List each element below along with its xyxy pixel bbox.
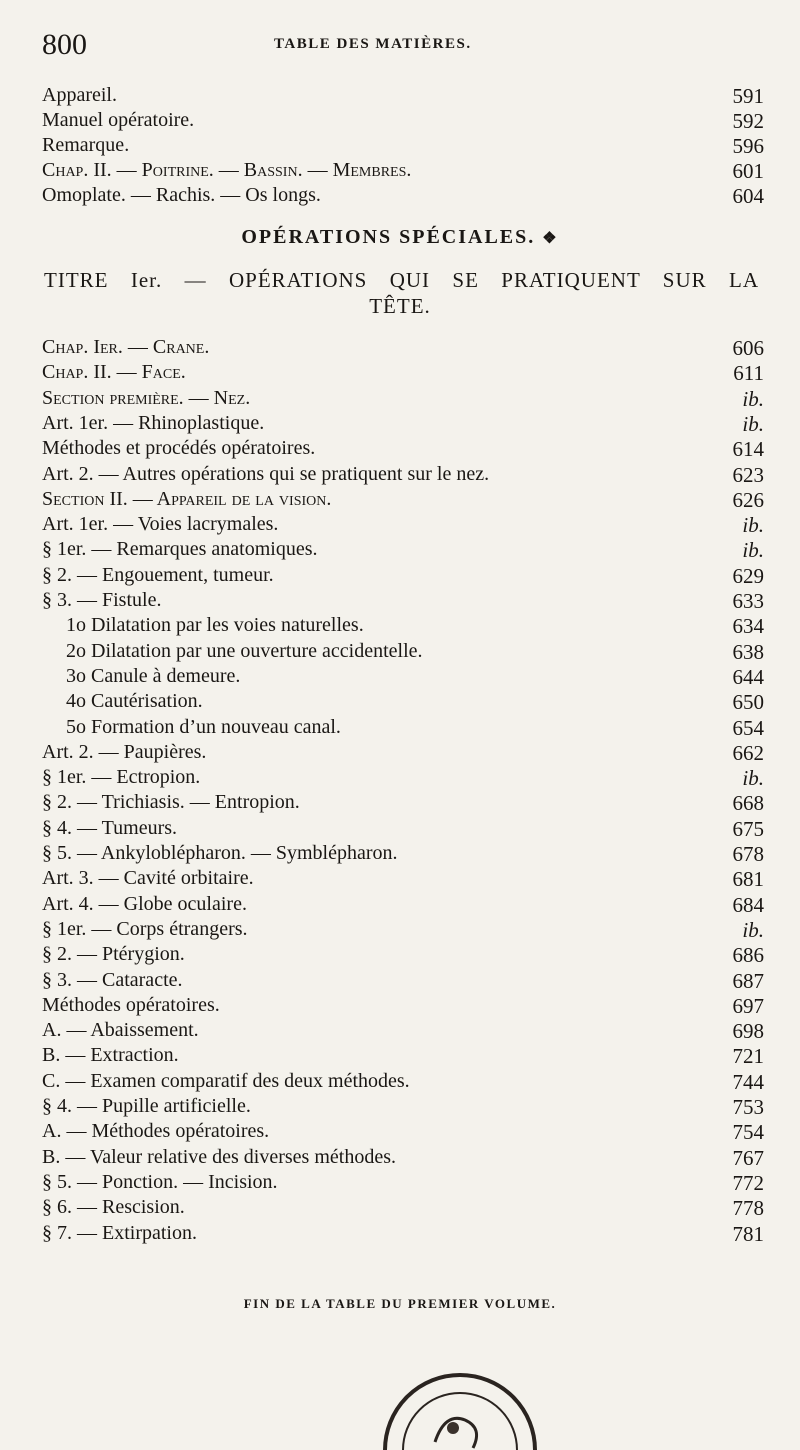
toc-entry-title: 5o Formation d’un nouveau canal. [66, 715, 341, 738]
toc-entry-page: 596 [732, 134, 764, 158]
toc-entry [42, 412, 764, 437]
toc-entry [42, 134, 764, 159]
toc-entry-title: § 3. — Cataracte. [42, 968, 183, 991]
toc-entry-page: 606 [732, 336, 764, 360]
toc-entry-title: § 1er. — Remarques anatomiques. [42, 538, 318, 561]
toc-entry [42, 1196, 764, 1221]
toc-entry-page: 754 [732, 1120, 764, 1145]
toc-entry-title: B. — Extraction. [42, 1044, 179, 1067]
library-stamp-icon [375, 1310, 545, 1450]
toc-entry [66, 640, 764, 665]
toc-entry-title: Section II. — Appareil de la vision. [42, 487, 332, 510]
toc-entry-page: ib. [742, 766, 764, 791]
toc-entry-title: Art. 1er. — Voies lacrymales. [42, 513, 279, 536]
page-header [42, 28, 762, 64]
toc-entry [42, 84, 764, 109]
toc-entry-page: 778 [732, 1196, 764, 1221]
toc-entry-title: Appareil. [42, 84, 117, 106]
toc-entry [42, 109, 764, 134]
toc-entry-page: 644 [732, 664, 764, 689]
toc-entry-page: ib. [742, 411, 764, 436]
toc-entry-page: 626 [732, 487, 764, 512]
titre-line-1: TITRE Ier. — OPÉRATIONS QUI SE PRATIQUENT SUR LA [44, 268, 759, 292]
toc-entry [42, 867, 764, 892]
toc-entry-title: Remarque. [42, 134, 130, 156]
toc-entry-page: 623 [732, 462, 764, 487]
toc-entry-title: § 5. — Ankyloblépharon. — Symblépharon. [42, 842, 398, 864]
toc-entry-page: 592 [732, 109, 764, 133]
toc-entry-title: 2o Dilatation par une ouverture accidentelle. [66, 639, 423, 662]
toc-entry-page: 611 [733, 361, 764, 386]
toc-entry [42, 589, 764, 614]
toc-entry [42, 513, 764, 538]
toc-entry-title: § 4. — Tumeurs. [42, 816, 178, 839]
toc-entry-page: 767 [732, 1145, 764, 1170]
toc-entry-page: 681 [732, 867, 764, 892]
toc-entry [66, 665, 764, 690]
toc-entry [42, 994, 764, 1019]
fleuron-icon: ❖ [542, 230, 559, 247]
toc-entry [42, 918, 764, 943]
toc-entry-title: Section première. — Nez. [42, 386, 251, 409]
toc-entry-page: 638 [732, 639, 764, 664]
section-heading [0, 226, 800, 249]
toc-entry-page: 614 [732, 437, 764, 462]
running-head: TABLE DES MATIÈRES. [274, 36, 472, 52]
toc-entry-title: Art. 2. — Paupières. [42, 740, 207, 763]
toc-entry-page: 675 [732, 816, 764, 841]
toc-entry-page: 654 [732, 715, 764, 740]
toc-entry [66, 690, 764, 715]
toc-entry-page: 744 [732, 1069, 764, 1094]
toc-entry [42, 387, 764, 412]
toc-entry-title: A. — Abaissement. [42, 1019, 199, 1042]
toc-entry-title: Méthodes opératoires. [42, 993, 220, 1016]
toc-entry-title: § 2. — Ptérygion. [42, 943, 185, 966]
toc-entry-page: ib. [742, 386, 764, 411]
toc-entry-title: § 4. — Pupille artificielle. [42, 1095, 251, 1117]
toc-entry-title: B. — Valeur relative des diverses méthodes. [42, 1145, 396, 1168]
toc-entry-title: Omoplate. — Rachis. — Os longs. [42, 184, 321, 206]
toc-entry-title: § 3. — Fistule. [42, 589, 162, 611]
toc-entry-page: 687 [732, 968, 764, 993]
titre-line-2: TÊTE. [369, 294, 431, 318]
toc-entry-title: § 1er. — Corps étrangers. [42, 917, 248, 940]
toc-entry-page: 678 [732, 842, 764, 866]
toc-entry-title: C. — Examen comparatif des deux méthodes. [42, 1069, 410, 1092]
toc-entry-page: 601 [732, 159, 764, 183]
toc-entry [42, 336, 764, 361]
toc-entry-page: 629 [732, 563, 764, 588]
toc-entry [42, 1070, 764, 1095]
toc-entry [66, 716, 764, 741]
toc-entry-title: § 1er. — Ectropion. [42, 766, 201, 789]
toc-entry-page: 668 [732, 791, 764, 816]
toc-entry [42, 437, 764, 462]
toc-entry-title: 1o Dilatation par les voies naturelles. [66, 614, 364, 637]
toc-entry-title: 3o Canule à demeure. [66, 664, 241, 687]
toc-entry-page: 650 [732, 690, 764, 715]
toc-entry-title: § 5. — Ponction. — Incision. [42, 1170, 278, 1193]
toc-entry-page: ib. [742, 917, 764, 942]
toc-entry [42, 842, 764, 867]
section-heading-text: OPÉRATIONS SPÉCIALES. [241, 226, 536, 248]
toc-entry-title: Art. 2. — Autres opérations qui se pratiquent sur le nez. [42, 462, 490, 485]
toc-entry-title: § 2. — Engouement, tumeur. [42, 563, 274, 586]
toc-entry-title: Art. 1er. — Rhinoplastique. [42, 411, 265, 434]
toc-entry-title: Manuel opératoire. [42, 109, 195, 131]
toc-entry-page: 686 [732, 943, 764, 968]
end-of-table-note: FIN DE LA TABLE DU PREMIER VOLUME. [243, 1296, 557, 1311]
toc-entry-page: 772 [732, 1170, 764, 1195]
toc-entry-page: 697 [732, 993, 764, 1018]
toc-entry-page: 633 [732, 589, 764, 613]
toc-entry-title: § 7. — Extirpation. [42, 1221, 197, 1244]
toc-entry [42, 741, 764, 766]
toc-entry [42, 1222, 764, 1247]
toc-entry-page: 591 [732, 84, 764, 108]
toc-entry [42, 488, 764, 513]
toc-entry [42, 564, 764, 589]
toc-entry [42, 1019, 764, 1044]
toc-entry [42, 159, 764, 184]
toc-entry-title: Méthodes et procédés opératoires. [42, 437, 316, 460]
toc-entry-title: A. — Méthodes opératoires. [42, 1120, 270, 1143]
toc-entry-title: Chap. II. — Poitrine. — Bassin. — Membres. [42, 159, 412, 181]
toc-entry [42, 1171, 764, 1196]
toc-entry [42, 766, 764, 791]
toc-entry-title: Chap. II. — Face. [42, 361, 186, 384]
toc-entry-page: 604 [732, 184, 764, 208]
toc-entry-title: Art. 3. — Cavité orbitaire. [42, 867, 254, 890]
toc-entry [42, 1044, 764, 1069]
toc-entry-page: ib. [742, 538, 764, 563]
toc-entry-page: 634 [732, 614, 764, 639]
toc-entry [66, 614, 764, 639]
page-number: 800 [42, 28, 87, 61]
toc-entry-page: 781 [732, 1221, 764, 1246]
toc-entry [42, 1146, 764, 1171]
toc-entry-page: 753 [732, 1095, 764, 1119]
toc-entry-page: 698 [732, 1019, 764, 1044]
toc-entry-page: ib. [742, 513, 764, 538]
toc-entry [42, 893, 764, 918]
toc-entry [42, 1095, 764, 1120]
toc-entry-title: § 6. — Rescision. [42, 1196, 185, 1219]
toc-entry-title: 4o Cautérisation. [66, 690, 203, 713]
toc-entry-page: 721 [732, 1044, 764, 1069]
toc-entry [42, 943, 764, 968]
toc-entry-page: 684 [732, 892, 764, 917]
toc-entry [42, 184, 764, 209]
toc-entry [42, 463, 764, 488]
toc-entry [42, 538, 764, 563]
toc-entry-title: Chap. Ier. — Crane. [42, 336, 210, 358]
toc-entry [42, 969, 764, 994]
toc-entry-title: Art. 4. — Globe oculaire. [42, 892, 247, 915]
toc-entry [42, 361, 764, 386]
toc-entry [42, 791, 764, 816]
toc-entry-page: 662 [732, 740, 764, 765]
toc-entry [42, 1120, 764, 1145]
toc-entry [42, 817, 764, 842]
toc-entry-title: § 2. — Trichiasis. — Entropion. [42, 791, 300, 814]
